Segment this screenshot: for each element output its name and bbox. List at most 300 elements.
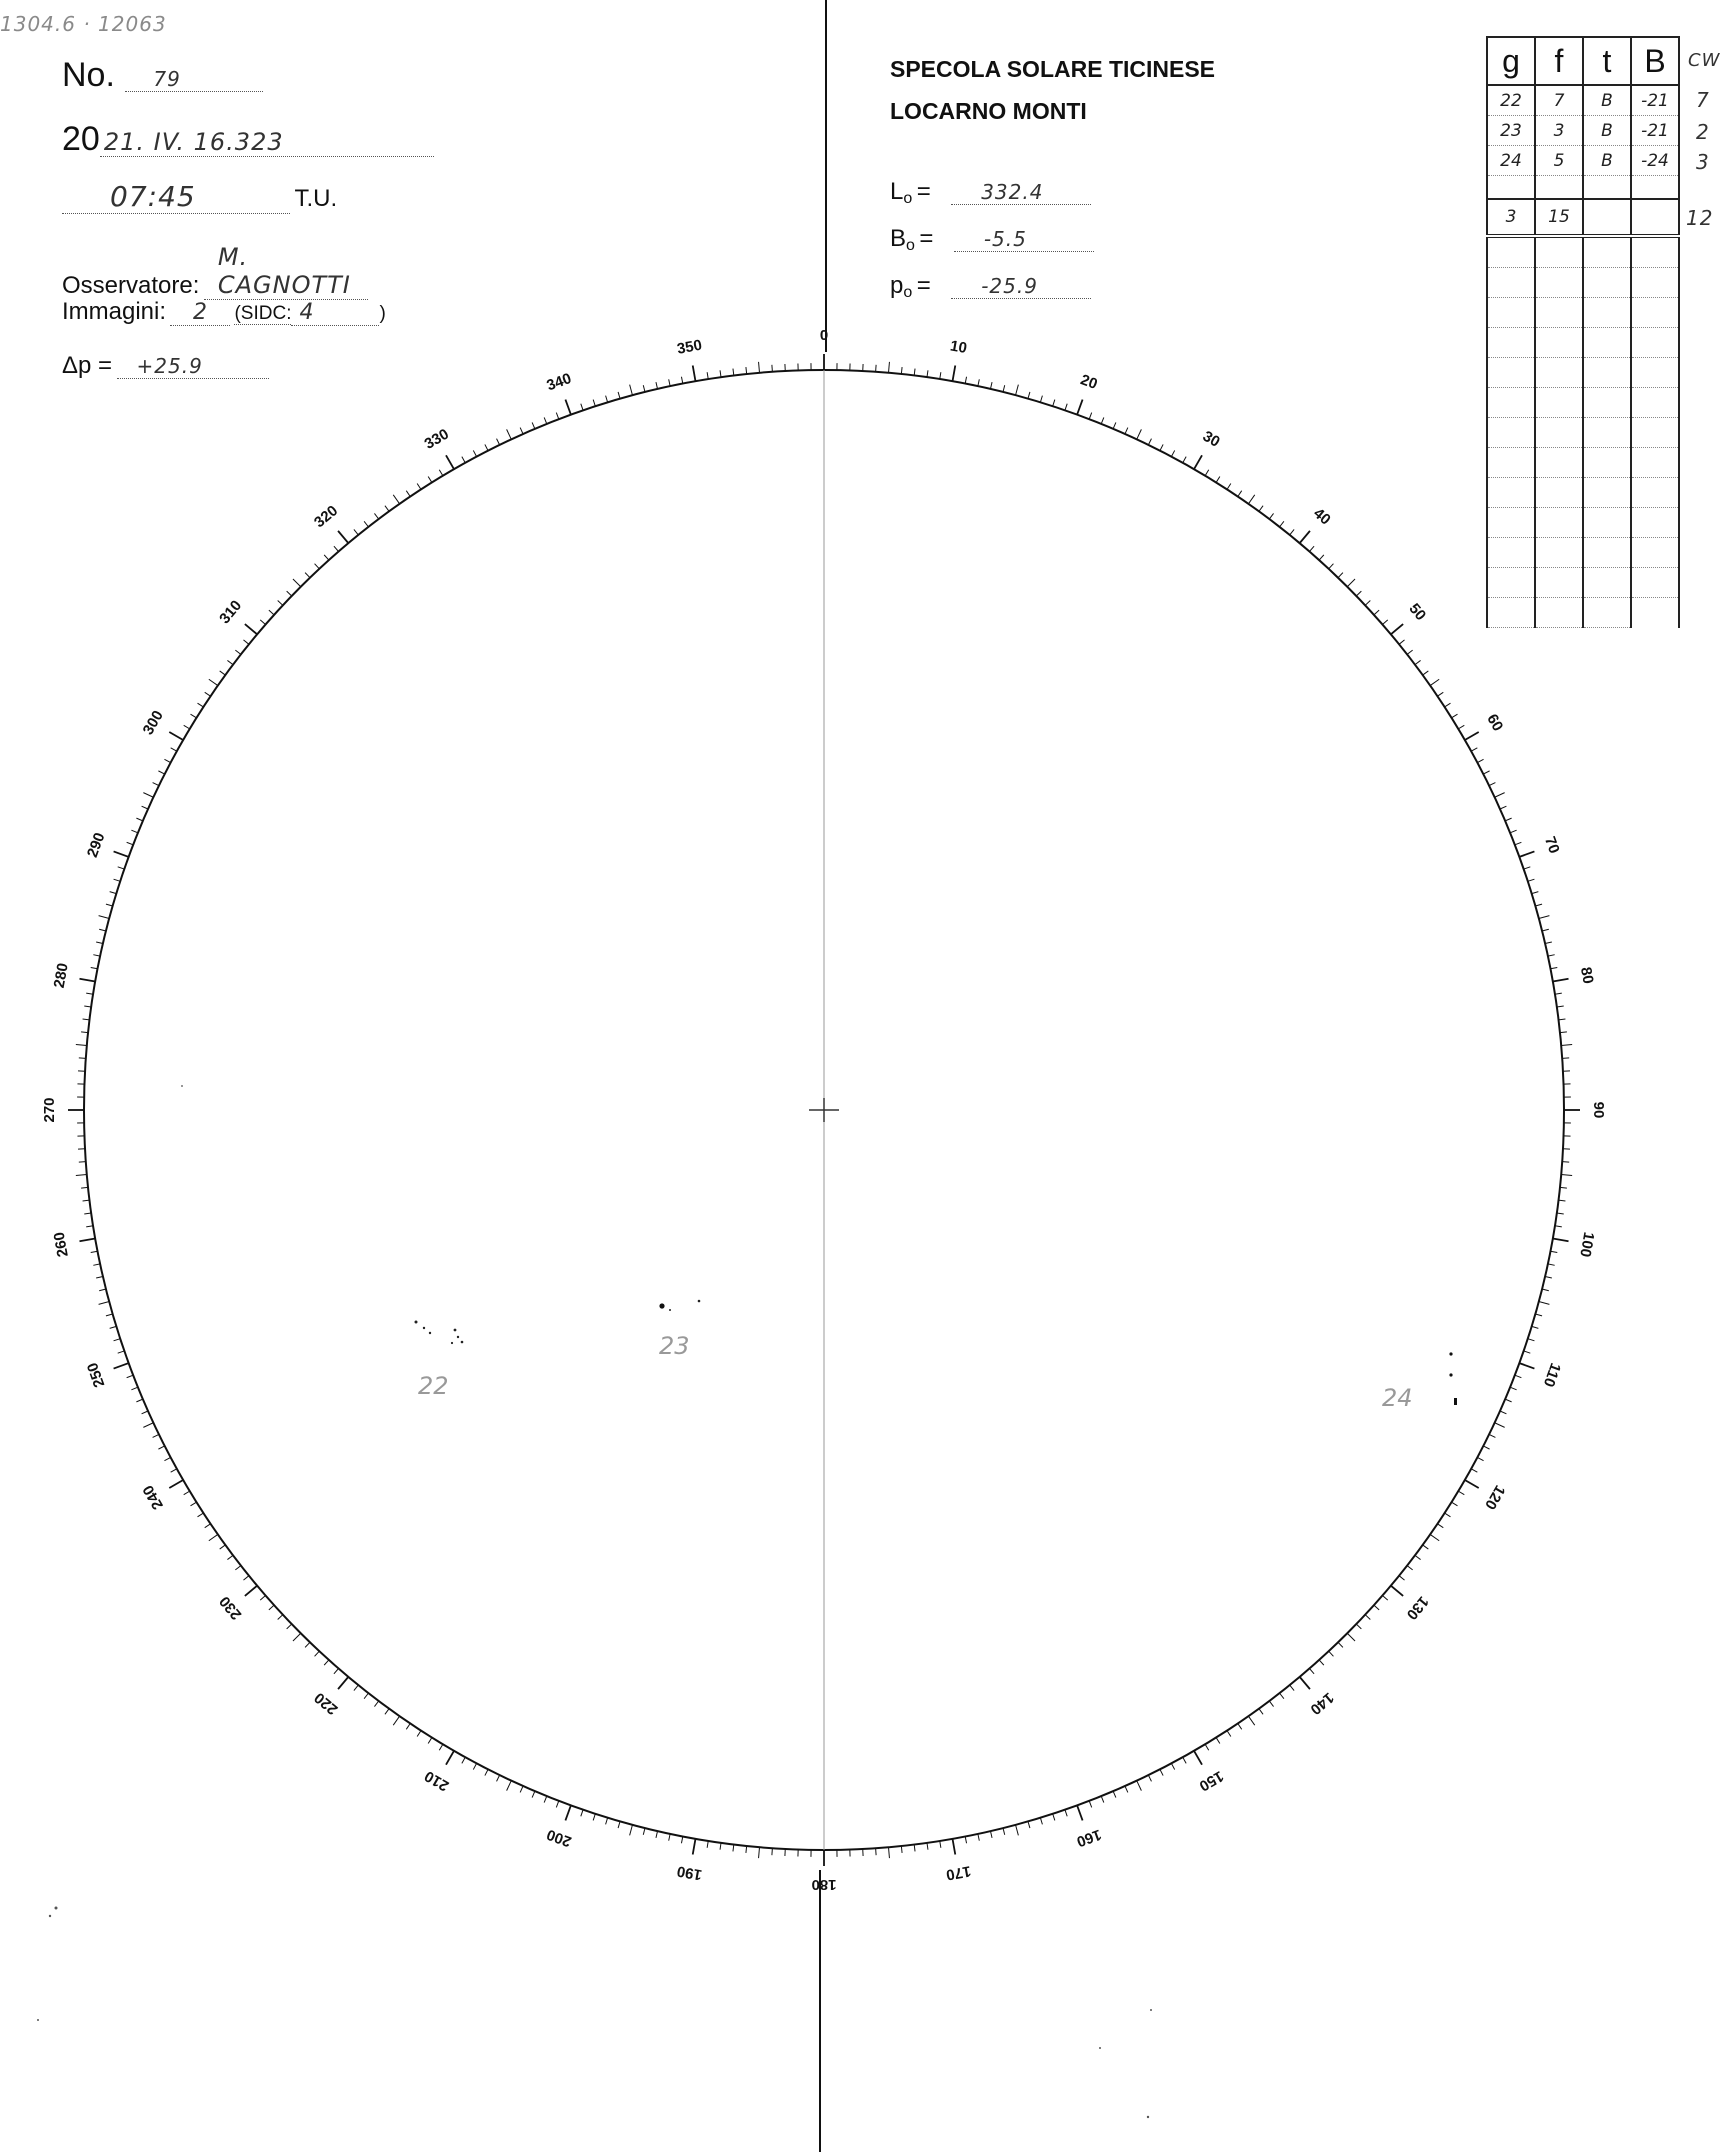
disk-angle-label: 210 bbox=[421, 1767, 452, 1795]
disk-tick bbox=[171, 748, 177, 751]
date-value: 21. IV. 16.323 bbox=[100, 128, 434, 157]
disk-tick bbox=[1391, 1586, 1403, 1596]
disk-tick bbox=[76, 1174, 87, 1175]
cell-g: 24 bbox=[1487, 146, 1535, 176]
disk-tick bbox=[532, 422, 535, 428]
disk-tick bbox=[733, 1844, 734, 1851]
disk-tick bbox=[1280, 1693, 1284, 1699]
disk-tick bbox=[1356, 591, 1361, 596]
disk-tick bbox=[1248, 495, 1254, 504]
cell-g: 23 bbox=[1487, 116, 1535, 146]
disk-tick bbox=[245, 624, 257, 634]
disk-tick bbox=[338, 1677, 348, 1689]
disk-tick bbox=[462, 457, 465, 463]
disk-tick bbox=[593, 400, 595, 407]
disk-tick bbox=[643, 385, 645, 392]
disk-tick bbox=[544, 417, 547, 423]
sunspot-group-22 bbox=[415, 1321, 464, 1345]
disk-tick bbox=[114, 851, 129, 856]
disk-tick bbox=[1560, 1032, 1567, 1033]
disk-tick bbox=[243, 640, 248, 644]
paper-speck bbox=[1150, 2009, 1152, 2011]
disk-tick bbox=[1391, 624, 1403, 634]
disk-tick bbox=[1532, 1326, 1539, 1328]
sheet-number-value: 79 bbox=[125, 67, 263, 92]
disk-tick bbox=[191, 1502, 197, 1506]
disk-tick bbox=[1548, 1264, 1555, 1265]
disk-tick bbox=[618, 1821, 620, 1828]
disk-tick bbox=[260, 620, 265, 625]
disk-tick bbox=[1561, 1174, 1572, 1175]
disk-tick bbox=[1329, 564, 1334, 569]
disk-tick bbox=[1495, 1423, 1505, 1428]
disk-tick bbox=[1557, 1006, 1564, 1007]
disk-tick bbox=[1471, 748, 1477, 751]
disk-tick bbox=[693, 1839, 696, 1855]
disk-angle-label: 250 bbox=[83, 1360, 109, 1390]
disk-tick bbox=[1415, 1555, 1421, 1559]
disk-tick bbox=[1205, 1744, 1209, 1750]
disk-tick bbox=[720, 370, 721, 377]
disk-angle-label: 140 bbox=[1306, 1688, 1337, 1718]
disk-tick bbox=[1227, 1731, 1231, 1737]
cell-f: 5 bbox=[1535, 146, 1583, 176]
disk-tick bbox=[1065, 1810, 1067, 1817]
disk-angle-label: 300 bbox=[139, 707, 167, 738]
disk-tick bbox=[385, 1709, 389, 1715]
disk-angle-label: 320 bbox=[311, 502, 342, 532]
disk-tick bbox=[1016, 1825, 1019, 1836]
disk-tick bbox=[1528, 879, 1535, 881]
disk-angle-label: 260 bbox=[50, 1230, 72, 1259]
disk-tick bbox=[287, 591, 292, 596]
disk-angle-label: 330 bbox=[421, 425, 452, 453]
disk-tick bbox=[127, 842, 134, 845]
disk-tick bbox=[1113, 1791, 1116, 1797]
disk-tick bbox=[630, 1825, 633, 1836]
disk-tick bbox=[1407, 1566, 1413, 1570]
disk-tick bbox=[293, 1633, 301, 1641]
disk-tick bbox=[1515, 1375, 1522, 1378]
paper-speck bbox=[1147, 2116, 1149, 2118]
delta-p-value: +25.9 bbox=[117, 354, 269, 379]
disk-tick bbox=[81, 1032, 88, 1033]
disk-tick bbox=[84, 1006, 91, 1007]
disk-tick bbox=[136, 1399, 142, 1402]
disk-tick bbox=[1171, 450, 1174, 456]
disk-tick bbox=[1399, 640, 1404, 644]
disk-angle-label: 60 bbox=[1483, 711, 1507, 735]
disk-tick bbox=[1259, 506, 1263, 512]
disk-tick bbox=[324, 555, 329, 560]
disk-tick bbox=[93, 955, 100, 956]
disk-tick bbox=[417, 484, 421, 490]
disk-tick bbox=[707, 372, 708, 379]
disk-tick bbox=[1319, 555, 1324, 560]
disk-tick bbox=[1437, 692, 1443, 696]
cell-f: 7 bbox=[1535, 85, 1583, 116]
disk-tick bbox=[406, 491, 410, 497]
disk-tick bbox=[96, 1276, 103, 1278]
disk-tick bbox=[1553, 979, 1569, 982]
disk-tick bbox=[473, 450, 476, 456]
disk-tick bbox=[507, 1781, 512, 1791]
disk-tick bbox=[1309, 546, 1314, 551]
disk-tick bbox=[338, 531, 348, 543]
disk-tick bbox=[205, 1524, 211, 1528]
disk-tick bbox=[81, 1187, 88, 1188]
disk-tick bbox=[914, 369, 915, 376]
disk-tick bbox=[1489, 1434, 1495, 1437]
disk-tick bbox=[1148, 1775, 1151, 1781]
disk-tick bbox=[110, 1326, 117, 1328]
p0-value: -25.9 bbox=[951, 274, 1091, 299]
disk-tick bbox=[184, 725, 190, 729]
disk-angle-label: 290 bbox=[83, 830, 109, 860]
disk-tick bbox=[385, 506, 389, 512]
disk-tick bbox=[1183, 457, 1186, 463]
disk-angle-label: 150 bbox=[1196, 1767, 1227, 1795]
disk-tick bbox=[1016, 385, 1019, 396]
disk-tick bbox=[334, 1668, 339, 1673]
disk-tick bbox=[315, 1651, 320, 1656]
disk-tick bbox=[164, 1457, 170, 1460]
disk-tick bbox=[91, 1251, 98, 1252]
disk-tick bbox=[1040, 396, 1042, 403]
l0-label: L bbox=[890, 178, 904, 205]
sunspot-group-24 bbox=[1449, 1352, 1457, 1405]
disk-tick bbox=[439, 470, 443, 476]
disk-tick bbox=[681, 377, 682, 384]
disk-tick bbox=[759, 362, 760, 373]
disk-angle-label: 90 bbox=[1590, 1101, 1608, 1119]
disk-tick bbox=[1382, 1595, 1387, 1600]
sheet-number-label: No. bbox=[62, 56, 115, 94]
disk-tick bbox=[1423, 1545, 1429, 1549]
disk-angle-label: 180 bbox=[811, 1876, 837, 1894]
b0-value: -5.5 bbox=[954, 227, 1094, 252]
group-label-22: 22 bbox=[418, 1372, 449, 1400]
disk-tick bbox=[260, 1595, 265, 1600]
disk-tick bbox=[1524, 1351, 1531, 1353]
disk-tick bbox=[136, 818, 142, 821]
p0-label: p bbox=[890, 272, 904, 299]
disk-tick bbox=[1561, 1045, 1572, 1046]
disk-tick bbox=[1216, 1738, 1220, 1744]
disk-tick bbox=[269, 610, 274, 615]
disk-tick bbox=[965, 377, 966, 384]
disk-tick bbox=[1238, 491, 1242, 497]
disk-tick bbox=[1483, 1446, 1489, 1449]
disk-tick bbox=[693, 365, 696, 381]
disk-tick bbox=[1535, 904, 1542, 906]
disk-tick bbox=[1430, 1534, 1439, 1540]
disk-angle-label: 130 bbox=[1402, 1592, 1432, 1623]
disk-tick bbox=[96, 942, 103, 944]
cw-value: 2 bbox=[1696, 120, 1710, 144]
disk-tick bbox=[1545, 942, 1552, 944]
disk-tick bbox=[1089, 1801, 1092, 1808]
disk-tick bbox=[1113, 422, 1116, 428]
disk-tick bbox=[1500, 1411, 1506, 1414]
disk-tick bbox=[707, 1841, 708, 1848]
disk-tick bbox=[446, 1751, 454, 1765]
disk-tick bbox=[1437, 1524, 1443, 1528]
disk-tick bbox=[1558, 1019, 1565, 1020]
disk-angle-label: 170 bbox=[944, 1862, 973, 1884]
disk-tick bbox=[485, 1769, 488, 1775]
cell-t: B bbox=[1583, 116, 1631, 146]
disk-tick bbox=[606, 1818, 608, 1825]
cell-t: B bbox=[1583, 146, 1631, 176]
l0-sub: o bbox=[903, 190, 913, 208]
disk-tick bbox=[1329, 1651, 1334, 1656]
paper-speck bbox=[49, 1915, 51, 1917]
total-f: 15 bbox=[1535, 199, 1583, 236]
disk-tick bbox=[1495, 793, 1505, 798]
disk-tick bbox=[127, 1375, 134, 1378]
disk-tick bbox=[914, 1844, 915, 1851]
disk-tick bbox=[669, 1834, 670, 1841]
disk-tick bbox=[1532, 892, 1539, 894]
disk-tick bbox=[1560, 1187, 1567, 1188]
group-label-23: 23 bbox=[659, 1332, 690, 1360]
disk-tick bbox=[952, 365, 955, 381]
disk-tick bbox=[364, 521, 368, 527]
disk-tick bbox=[1452, 1502, 1458, 1506]
disk-tick bbox=[746, 1846, 747, 1853]
disk-angle-label: 30 bbox=[1199, 427, 1223, 451]
disk-angle-label: 20 bbox=[1078, 371, 1100, 394]
cell-t: B bbox=[1583, 85, 1631, 116]
disk-tick bbox=[520, 428, 523, 434]
disk-tick bbox=[1309, 1668, 1314, 1673]
disk-tick bbox=[720, 1843, 721, 1850]
disk-tick bbox=[681, 1836, 682, 1843]
disk-tick bbox=[1101, 1796, 1104, 1802]
disk-tick bbox=[191, 714, 197, 718]
disk-tick bbox=[305, 573, 310, 578]
observer-label: Osservatore: bbox=[62, 272, 200, 299]
disk-angle-label: 100 bbox=[1576, 1230, 1598, 1259]
disk-tick bbox=[287, 1624, 292, 1629]
disk-tick bbox=[205, 692, 211, 696]
col-t-header: t bbox=[1583, 37, 1631, 85]
disk-tick bbox=[114, 1339, 121, 1341]
l0-eq: = bbox=[916, 178, 931, 205]
disk-tick bbox=[581, 1810, 583, 1817]
disk-angle-label: 220 bbox=[311, 1688, 342, 1718]
disk-angle-label: 50 bbox=[1405, 600, 1430, 624]
disk-tick bbox=[733, 369, 734, 376]
disk-angle-label: 190 bbox=[675, 1862, 704, 1884]
disk-tick bbox=[158, 1446, 164, 1449]
cw-value: 7 bbox=[1696, 88, 1710, 112]
disk-tick bbox=[1148, 439, 1151, 445]
disk-tick bbox=[1040, 1818, 1042, 1825]
disk-tick bbox=[1183, 1757, 1186, 1763]
disk-tick bbox=[593, 1814, 595, 1821]
disk-tick bbox=[164, 759, 170, 762]
disk-tick bbox=[1338, 573, 1343, 578]
disk-tick bbox=[1347, 579, 1355, 587]
disk-tick bbox=[1160, 444, 1163, 450]
disk-tick bbox=[965, 1836, 966, 1843]
disk-tick bbox=[99, 916, 110, 919]
disk-angle-label: 230 bbox=[216, 1592, 246, 1623]
date-prefix: 20 bbox=[62, 120, 100, 158]
disk-tick bbox=[428, 1738, 432, 1744]
disk-tick bbox=[446, 455, 454, 469]
disk-tick bbox=[1550, 967, 1557, 968]
disk-tick bbox=[952, 1839, 955, 1855]
disk-tick bbox=[118, 1351, 125, 1353]
disk-tick bbox=[1300, 531, 1310, 543]
disk-tick bbox=[1407, 650, 1413, 654]
disk-tick bbox=[888, 362, 889, 373]
disk-tick bbox=[364, 1693, 368, 1699]
disk-tick bbox=[1505, 818, 1511, 821]
disk-angle-label: 280 bbox=[50, 961, 72, 990]
disk-tick bbox=[1555, 1226, 1562, 1227]
disk-tick bbox=[131, 1387, 137, 1390]
disk-tick bbox=[1205, 470, 1209, 476]
disk-tick bbox=[235, 1566, 241, 1570]
disk-tick bbox=[1465, 1480, 1479, 1488]
disk-tick bbox=[1542, 1289, 1549, 1291]
disk-tick bbox=[169, 732, 183, 740]
disk-tick bbox=[76, 1045, 87, 1046]
disk-tick bbox=[110, 892, 117, 894]
disk-tick bbox=[153, 1434, 159, 1437]
disk-tick bbox=[171, 1469, 177, 1472]
disk-tick bbox=[91, 967, 98, 968]
disk-tick bbox=[269, 1605, 274, 1610]
disk-tick bbox=[1125, 428, 1128, 434]
disk-tick bbox=[630, 385, 633, 396]
disk-tick bbox=[1423, 671, 1429, 675]
disk-tick bbox=[901, 1846, 902, 1853]
disk-tick bbox=[153, 783, 159, 786]
group-label-24: 24 bbox=[1382, 1384, 1413, 1412]
disk-tick bbox=[1477, 1457, 1483, 1460]
disk-angle-label: 200 bbox=[544, 1825, 574, 1851]
disk-tick bbox=[1053, 1814, 1055, 1821]
disk-tick bbox=[106, 1314, 113, 1316]
disk-tick bbox=[1137, 1781, 1142, 1791]
disk-tick bbox=[305, 1642, 310, 1647]
disk-tick bbox=[278, 1615, 283, 1620]
observatory-location: LOCARNO MONTI bbox=[890, 98, 1087, 124]
disk-tick bbox=[220, 1545, 226, 1549]
disk-angle-label: 310 bbox=[216, 597, 246, 628]
paper-speck bbox=[37, 2019, 39, 2021]
disk-angle-label: 120 bbox=[1481, 1482, 1509, 1513]
disk-tick bbox=[169, 1480, 183, 1488]
disk-tick bbox=[198, 703, 204, 707]
cw-total: 12 bbox=[1686, 206, 1714, 230]
disk-tick bbox=[374, 513, 378, 519]
disk-angle-label: 110 bbox=[1539, 1360, 1564, 1390]
disk-tick bbox=[746, 367, 747, 374]
observatory-name: SPECOLA SOLARE TICINESE bbox=[890, 56, 1216, 82]
paper-speck bbox=[1099, 2047, 1101, 2049]
disk-tick bbox=[497, 1775, 500, 1781]
sidc-value: 4 bbox=[291, 300, 379, 326]
disk-tick bbox=[1550, 1251, 1557, 1252]
disk-tick bbox=[227, 660, 233, 664]
disk-tick bbox=[656, 382, 658, 389]
disk-tick bbox=[1528, 1339, 1535, 1341]
disk-tick bbox=[1077, 400, 1082, 415]
disk-tick bbox=[901, 367, 902, 374]
observer-value: M. CAGNOTTI bbox=[204, 243, 368, 300]
disk-tick bbox=[354, 529, 358, 534]
disk-tick bbox=[1539, 916, 1550, 919]
disk-tick bbox=[1510, 1387, 1516, 1390]
disk-tick bbox=[565, 1805, 570, 1820]
disk-tick bbox=[1557, 1213, 1564, 1214]
disk-tick bbox=[1558, 1200, 1565, 1201]
disk-tick bbox=[1238, 1723, 1242, 1729]
disk-tick bbox=[393, 495, 399, 504]
disk-angle-label: 40 bbox=[1310, 504, 1334, 529]
disk-tick bbox=[114, 879, 121, 881]
disk-tick bbox=[606, 396, 608, 403]
disk-tick bbox=[759, 1847, 760, 1858]
disk-tick bbox=[1458, 725, 1464, 729]
disk-tick bbox=[1319, 1660, 1324, 1665]
disk-tick bbox=[1003, 1828, 1005, 1835]
disk-tick bbox=[1519, 1363, 1534, 1368]
images-value: 2 bbox=[170, 300, 230, 326]
images-label: Immagini: bbox=[62, 298, 167, 325]
disk-tick bbox=[439, 1744, 443, 1750]
disk-tick bbox=[1515, 842, 1522, 845]
disk-tick bbox=[1077, 1805, 1082, 1820]
p0-eq: = bbox=[916, 272, 931, 299]
p0-sub: o bbox=[903, 284, 913, 302]
cell-f: 3 bbox=[1535, 116, 1583, 146]
cell-g: 22 bbox=[1487, 85, 1535, 116]
disk-tick bbox=[1259, 1709, 1263, 1715]
disk-tick bbox=[888, 1847, 889, 1858]
disk-tick bbox=[643, 1828, 645, 1835]
disk-tick bbox=[84, 1213, 91, 1214]
disk-tick bbox=[1248, 1716, 1254, 1725]
disk-tick bbox=[990, 1831, 992, 1838]
disk-tick bbox=[1269, 513, 1273, 519]
disk-tick bbox=[209, 679, 218, 685]
disk-tick bbox=[1548, 955, 1555, 956]
disk-tick bbox=[1545, 1276, 1552, 1278]
disk-tick bbox=[656, 1831, 658, 1838]
disk-tick bbox=[184, 1491, 190, 1495]
disk-tick bbox=[428, 477, 432, 483]
disk-angle-label: 350 bbox=[675, 336, 704, 358]
disk-tick bbox=[978, 1834, 979, 1841]
disk-tick bbox=[1365, 601, 1370, 606]
disk-angle-label: 10 bbox=[948, 337, 969, 358]
disk-tick bbox=[245, 1586, 257, 1596]
disk-tick bbox=[1505, 1399, 1511, 1402]
disk-tick bbox=[79, 979, 95, 982]
disk-tick bbox=[1519, 851, 1534, 856]
disk-tick bbox=[1300, 1677, 1310, 1689]
disk-tick bbox=[220, 671, 226, 675]
disk-tick bbox=[1280, 521, 1284, 527]
disk-tick bbox=[556, 413, 559, 420]
